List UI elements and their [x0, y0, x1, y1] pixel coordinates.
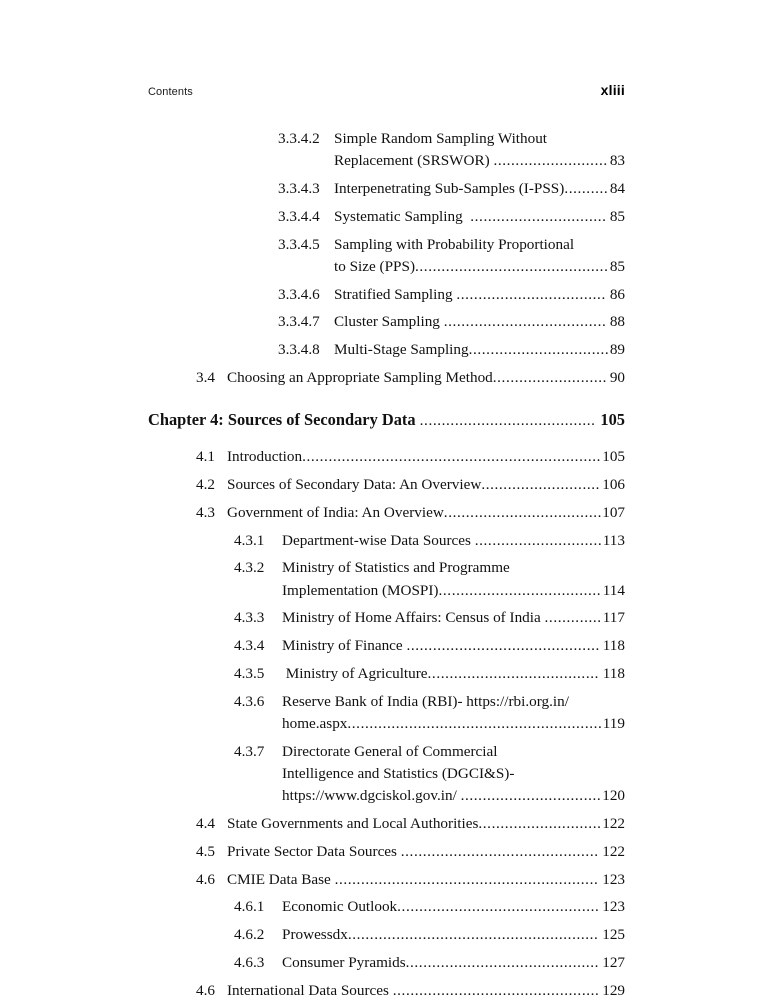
toc-entry-page: 114	[602, 581, 625, 599]
toc-entry-page: 90	[609, 368, 625, 386]
toc-entry-leader-line	[282, 896, 625, 918]
toc-entry-number: 3.3.4.2	[278, 130, 320, 147]
toc-entry-title: Replacement (SRSWOR)	[334, 152, 494, 170]
toc-entry-number: 4.6	[196, 870, 215, 888]
dot-leader: ............................................	[405, 953, 600, 971]
table-of-contents	[148, 128, 625, 1008]
toc-entry-number: 3.3.4.3	[278, 180, 320, 197]
toc-entry-title: State Governments and Local Authorities	[227, 814, 479, 832]
toc-entry-page: 123	[602, 898, 625, 916]
dot-leader: ..........................	[493, 152, 608, 170]
toc-entry-body	[334, 339, 625, 361]
toc-entry-body	[282, 663, 625, 685]
toc-entry-page: 88	[609, 313, 625, 331]
toc-entry-body	[282, 924, 625, 946]
toc-entry-leader-line	[282, 580, 625, 602]
toc-entry-title: Sources of Secondary Data: An Overview	[227, 475, 482, 493]
toc-entry[interactable]	[148, 952, 625, 974]
toc-entry-body	[227, 841, 625, 863]
toc-entry-leader-line	[227, 367, 625, 389]
toc-entry-body	[282, 530, 625, 552]
toc-entry[interactable]	[148, 896, 625, 918]
toc-entry-page: 107	[602, 503, 625, 521]
toc-entry-title: https://www.dgciskol.gov.in/	[282, 787, 461, 805]
toc-entry-body	[334, 284, 625, 306]
dot-leader: ............................	[478, 814, 602, 832]
toc-entry-number: 4.2	[196, 475, 215, 493]
toc-entry-body	[282, 635, 625, 657]
toc-entry[interactable]	[148, 339, 625, 361]
dot-leader: .....................................	[438, 581, 602, 599]
toc-entry-leader-line	[282, 785, 625, 807]
toc-entry-leader-line	[282, 607, 625, 629]
toc-entry-title: Implementation (MOSPI)	[282, 581, 439, 599]
toc-entry-page: 85	[609, 257, 625, 275]
toc-section-chapter3	[148, 128, 625, 389]
toc-entry-page: 122	[602, 814, 625, 832]
dot-leader: .............................................	[400, 842, 599, 860]
dot-leader: ..........	[564, 180, 609, 197]
toc-entry-leader-line	[334, 206, 625, 228]
toc-entry-number: 4.3.6	[234, 692, 265, 710]
toc-entry-title-line: Simple Random Sampling Without	[334, 130, 548, 147]
toc-entry-leader-line	[227, 446, 625, 468]
toc-entry-number: 4.3.7	[234, 742, 265, 760]
toc-entry-number: 4.4	[196, 814, 215, 832]
toc-entry-page: 117	[602, 609, 625, 627]
dot-leader: ...............................................	[392, 981, 600, 999]
toc-entry-body	[227, 474, 625, 496]
toc-entry-leader-line	[282, 663, 625, 685]
toc-entry-number: 4.6.3	[234, 953, 265, 971]
toc-entry-title: to Size (PPS)	[334, 257, 416, 275]
toc-entry-page: 118	[602, 637, 625, 655]
dot-leader: .............	[544, 609, 602, 627]
toc-entry[interactable]	[148, 284, 625, 306]
toc-entry[interactable]	[148, 446, 625, 468]
toc-entry-number: 3.3.4.6	[278, 285, 320, 303]
toc-entry[interactable]	[148, 980, 625, 1002]
toc-entry-page: 123	[602, 870, 625, 888]
toc-entry-leader-line	[282, 713, 625, 735]
dot-leader: ..........................................................	[347, 714, 603, 732]
toc-entry[interactable]	[148, 367, 625, 389]
toc-entry[interactable]	[148, 474, 625, 496]
toc-entry-title-line: Intelligence and Statistics (DGCI&S)-	[282, 764, 515, 782]
toc-entry-leader-line	[334, 178, 625, 200]
toc-entry-title: Department-wise Data Sources	[282, 531, 475, 549]
dot-leader: ..........................	[492, 368, 608, 386]
toc-entry-title: Economic Outlook	[282, 898, 398, 916]
toc-chapter-page: 105	[596, 410, 625, 430]
toc-entry[interactable]	[148, 206, 625, 228]
toc-entry-page: 85	[609, 207, 625, 225]
dot-leader: ............................................................	[334, 870, 599, 888]
toc-entry[interactable]	[148, 607, 625, 629]
dot-leader: .........................................................	[347, 926, 599, 944]
toc-entry[interactable]	[148, 813, 625, 835]
toc-entry-number: 4.6	[196, 981, 215, 999]
dot-leader: .............................	[474, 531, 603, 549]
dot-leader: .....................................	[443, 313, 607, 331]
toc-entry-body	[227, 869, 625, 891]
toc-entry-body	[227, 813, 625, 835]
toc-entry[interactable]	[148, 841, 625, 863]
toc-entry-number: 3.3.4.8	[278, 341, 320, 359]
toc-entry-title: CMIE Data Base	[227, 870, 335, 888]
running-head-label: Contents	[148, 86, 193, 98]
dot-leader: ...........................	[481, 475, 601, 493]
toc-entry-title-line: Ministry of Statistics and Programme	[282, 559, 510, 577]
toc-entry-body	[334, 206, 625, 228]
toc-entry[interactable]	[148, 557, 625, 601]
toc-entry-number: 3.3.4.4	[278, 207, 320, 225]
toc-entry-page: 105	[602, 448, 625, 466]
toc-entry-page: 125	[602, 926, 625, 944]
toc-entry-body	[282, 607, 625, 629]
toc-entry[interactable]	[148, 502, 625, 524]
toc-entry-body	[334, 178, 625, 200]
toc-entry-title: Systematic Sampling	[334, 207, 471, 225]
toc-entry-page: 122	[602, 842, 625, 860]
toc-entry-title: Consumer Pyramids	[282, 953, 406, 971]
running-head	[148, 82, 625, 98]
toc-entry-number: 4.6.1	[234, 898, 265, 916]
toc-entry-page: 84	[609, 180, 625, 197]
toc-entry-page: 129	[602, 981, 625, 999]
toc-entry-body	[282, 896, 625, 918]
toc-entry-page: 83	[609, 152, 625, 170]
toc-entry-page: 86	[609, 285, 625, 303]
dot-leader: ........................................	[419, 412, 596, 430]
toc-entry-body	[282, 557, 625, 601]
toc-entry-page: 120	[602, 787, 625, 805]
toc-entry-number: 3.4	[196, 368, 215, 386]
toc-entry-title: Stratified Sampling	[334, 285, 457, 303]
toc-entry[interactable]	[148, 691, 625, 735]
toc-entry-number: 4.3.2	[234, 559, 265, 577]
toc-entry-title-line: Directorate General of Commercial	[282, 742, 498, 760]
toc-entry-leader-line	[334, 339, 625, 361]
toc-entry[interactable]	[148, 128, 625, 172]
toc-entry-leader-line	[334, 284, 625, 306]
toc-entry-number: 4.3.5	[234, 664, 265, 682]
toc-entry-title: Private Sector Data Sources	[227, 842, 401, 860]
toc-entry[interactable]	[148, 741, 625, 808]
toc-entry-leader-line	[227, 502, 625, 524]
toc-entry-leader-line	[282, 530, 625, 552]
toc-entry[interactable]	[148, 635, 625, 657]
dot-leader: ............................................	[415, 257, 609, 275]
toc-entry[interactable]	[148, 663, 625, 685]
toc-entry-title: Prowessdx	[282, 926, 348, 944]
toc-entry-page: 127	[602, 953, 625, 971]
toc-entry-body	[282, 952, 625, 974]
toc-entry-title: Government of India: An Overview	[227, 503, 444, 521]
toc-entry[interactable]	[148, 530, 625, 552]
dot-leader: ................................	[468, 341, 610, 359]
toc-entry-body	[227, 502, 625, 524]
toc-entry[interactable]	[148, 311, 625, 333]
toc-entry-title: Introduction	[227, 448, 303, 466]
toc-entry-page: 106	[602, 475, 625, 493]
toc-entry-leader-line	[334, 311, 625, 333]
toc-entry-page: 89	[609, 341, 625, 359]
toc-entry-title: Ministry of Agriculture	[282, 664, 428, 682]
toc-entry-leader-line	[334, 150, 625, 172]
dot-leader: ..................................	[456, 285, 606, 303]
page-number-roman: xliii	[600, 82, 625, 98]
dot-leader: ................................	[460, 787, 602, 805]
toc-entry-number: 3.3.4.7	[278, 313, 320, 331]
toc-entry-leader-line	[227, 841, 625, 863]
toc-entry-number: 4.1	[196, 448, 215, 466]
toc-entry[interactable]	[148, 234, 625, 278]
dot-leader: ....................................................................	[302, 448, 602, 466]
toc-entry-title: International Data Sources	[227, 981, 393, 999]
dot-leader: ...............................	[470, 207, 607, 225]
toc-entry-title: Multi-Stage Sampling	[334, 341, 469, 359]
toc-entry-number: 4.3	[196, 503, 215, 521]
toc-entry-page: 118	[602, 664, 625, 682]
dot-leader: ..............................................	[397, 898, 600, 916]
toc-entry-body	[334, 128, 625, 172]
toc-entry-body	[227, 980, 625, 1002]
toc-chapter-title: Chapter 4: Sources of Secondary Data	[148, 410, 420, 430]
toc-entry-title-line: Reserve Bank of India (RBI)- https://rbi.org.in/	[282, 692, 569, 710]
toc-entry-leader-line	[227, 869, 625, 891]
toc-entry-leader-line	[227, 980, 625, 1002]
toc-entry-body	[227, 367, 625, 389]
toc-section-chapter4	[148, 446, 625, 1002]
toc-entry[interactable]	[148, 869, 625, 891]
dot-leader: ............................................	[406, 637, 600, 655]
toc-entry-number: 4.6.2	[234, 926, 265, 944]
toc-entry-page: 119	[602, 714, 625, 732]
toc-entry-leader-line	[227, 813, 625, 835]
toc-entry-body	[227, 446, 625, 468]
toc-entry-leader-line	[227, 474, 625, 496]
toc-entry-title: Ministry of Finance	[282, 637, 407, 655]
toc-entry-leader-line	[334, 256, 625, 278]
toc-entry-number: 4.3.4	[234, 637, 265, 655]
toc-entry-title: Choosing an Appropriate Sampling Method	[227, 368, 493, 386]
toc-chapter-heading[interactable]	[148, 408, 625, 432]
toc-entry-number: 3.3.4.5	[278, 235, 320, 253]
toc-entry[interactable]	[148, 178, 625, 200]
toc-entry-title: Cluster Sampling	[334, 313, 444, 331]
toc-entry-body	[282, 741, 625, 808]
toc-entry-leader-line	[282, 952, 625, 974]
toc-entry-title: Ministry of Home Affairs: Census of India	[282, 609, 545, 627]
toc-entry-number: 4.5	[196, 842, 215, 860]
toc-entry-leader-line	[282, 635, 625, 657]
toc-entry-body	[282, 691, 625, 735]
toc-entry-title: home.aspx	[282, 714, 348, 732]
toc-entry-body	[334, 311, 625, 333]
toc-entry[interactable]	[148, 924, 625, 946]
toc-entry-page: 113	[602, 531, 625, 549]
toc-entry-number: 4.3.3	[234, 609, 265, 627]
dot-leader: .......................................	[427, 664, 600, 682]
toc-entry-title: Interpenetrating Sub-Samples (I-PSS)	[334, 180, 565, 197]
toc-entry-leader-line	[282, 924, 625, 946]
toc-entry-number: 4.3.1	[234, 531, 265, 549]
toc-entry-body	[334, 234, 625, 278]
dot-leader: ....................................	[443, 503, 603, 521]
toc-entry-title-line: Sampling with Probability Proportional	[334, 235, 575, 253]
